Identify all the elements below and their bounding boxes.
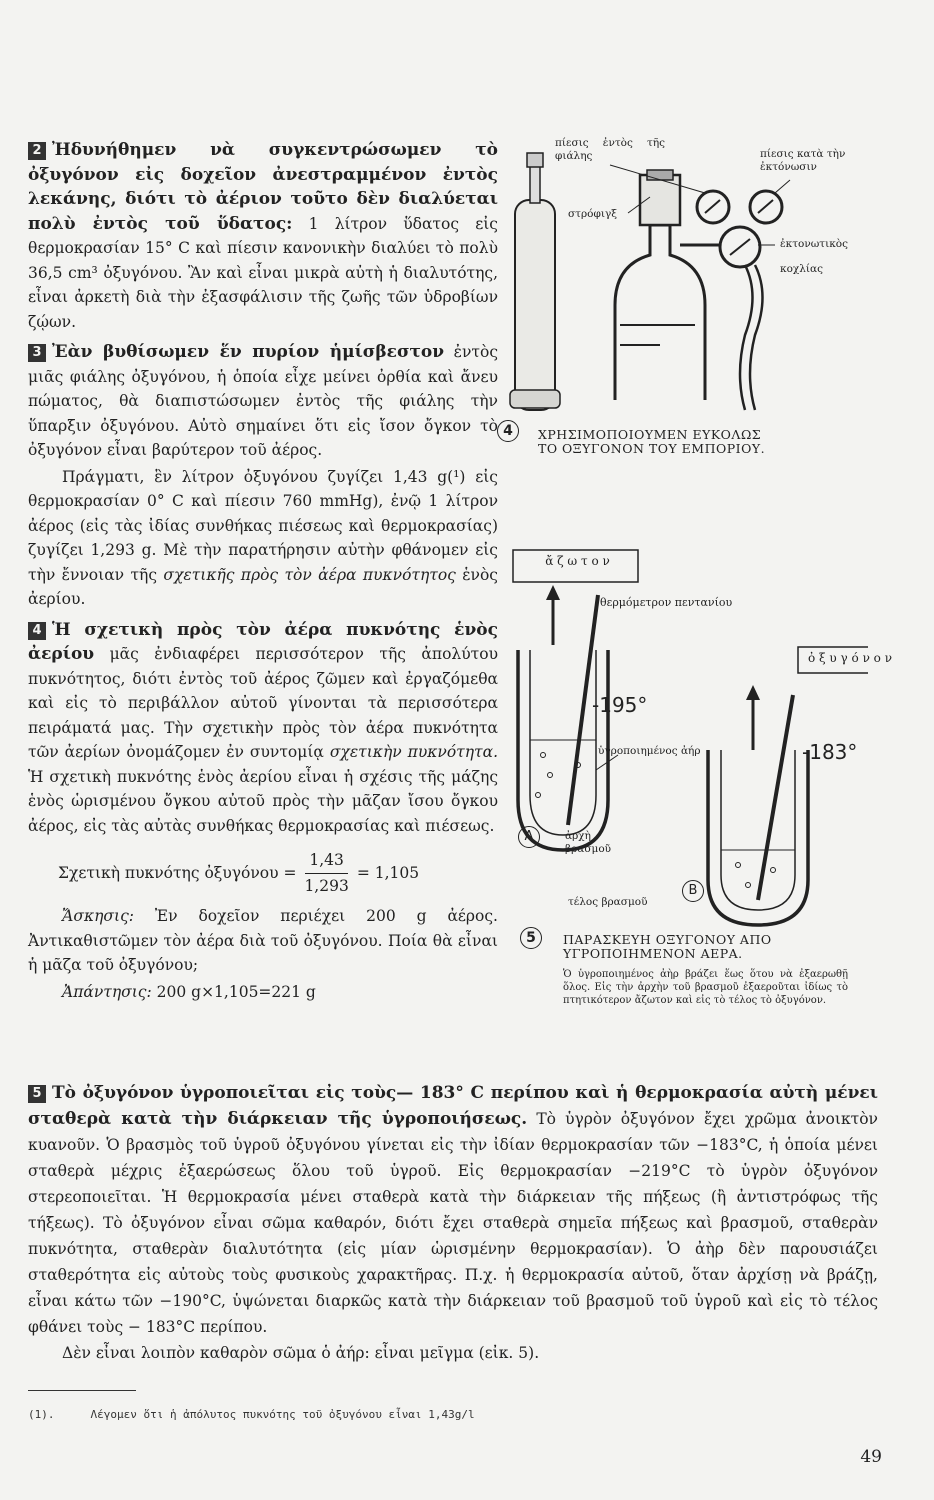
paragraph-4-heading: Ἡ σχετικὴ πρὸς τὸν ἀέρα πυκνότης ἑνὸς ἀερίου <box>28 619 498 664</box>
cylinder-neck <box>530 165 540 203</box>
flask-a <box>518 650 608 850</box>
oxygen-label: ὀ ξ υ γ ό ν ο ν <box>807 651 893 665</box>
paragraph-5-heading: Τὸ ὀξυγόνον ὑγροποιεῖται εἰς τοὺς— 183° C περίπου καὶ ἡ θερμοκρασία αὐτὴ μένει σταθερὰ κατὰ τὴν διάρκειαν τῆς ὑγροποιήσεως. <box>28 1083 878 1129</box>
paragraph-5-conclusion: Δὲν εἶναι λοιπὸν καθαρὸν σῶμα ὁ ἀήρ: εἶναι μεῖγμα (εἰκ. 5). <box>62 1344 540 1362</box>
density-text-end: ἑνὸς ἀερίου. <box>28 565 498 608</box>
cylinder-detail <box>615 225 705 400</box>
figure-4-caption-line1: ΧΡΗΣΙΜΟΠΟΙΟΥΜΕΝ ΕΥΚΟΛΩΣ <box>538 427 762 442</box>
paragraph-5-body: Τὸ ὑγρὸν ὀξυγόνον ἔχει χρῶμα ἀνοικτὸν κυανοῦν. Ὁ βρασμὸς τοῦ ὑγροῦ ὀξυγόνου γίνεται εἰς τὴν ἰδίαν θερμοκρασίαν τῶν −183°C, ἡ ὁποία μένει σταθερὰ μέχρις ἐξαερώσεως ὅλου τοῦ ὑγροῦ. Εἰς θερμοκρασίαν −219°C τὸ ὑγρὸν ὀξυγόνον στερεοποιεῖται. Ἡ θερμοκρασία μένει σταθερὰ κατὰ τὴν διάρκειαν τῆς πήξεως (ἢ ἀντιστρόφως τῆς τήξεως). Τὸ ὀξυγόνον εἶναι σῶμα καθαρόν, διότι ἔχει σταθερὰ σημεῖα πήξεως καὶ βρασμοῦ, σταθερὰν πυκνότητα, σταθερὰν διαλυτότητα (εἰς μίαν ὡρισμένην θερμοκρασίαν). Ὁ ἀὴρ δὲν παρουσιάζει σταθερότητα εἰς αὐτοὺς τοὺς φυσικοὺς χαρακτῆρας. Π.χ. ἡ θερμοκρασία αὐτοῦ, ὅταν ἀρχίσῃ νὰ βράζῃ, εἶναι κάτω τῶν −190°C, ὑψώνεται διαρκῶς κατὰ τὴν διάρκειαν τοῦ βρασμοῦ τοῦ ὑγροῦ καὶ εἰς τὸ τέλος φθάνει τοὺς − 183°C περίπου. <box>28 1110 878 1336</box>
relative-density-name: σχετικὴν πυκνότητα. <box>329 743 498 761</box>
paragraph-2 <box>28 138 498 334</box>
answer-value: 200 g×1,105=221 g <box>156 982 316 1001</box>
figure-4-caption-line2: ΤΟ ΟΞΥΓΟΝΟΝ ΤΟΥ ΕΜΠΟΡΙΟΥ. <box>538 441 766 456</box>
exercise-label: Ἄσκησις: <box>62 907 134 925</box>
temperature-a: -195° <box>592 693 648 717</box>
figure-4-number: 4 <box>497 420 519 442</box>
figure-5-note: Ὁ ὑγροποιημένος ἀὴρ βράζει ἕως ὅτου νὰ ἐξαερωθῇ ὅλος. Εἰς τὴν ἀρχὴν τοῦ βρασμοῦ ἐξαεροῦται ἰδίως τὸ πτητικότερον ἄζωτον καὶ εἰς τὸ τέλος τὸ ὀξυγόνον. <box>563 969 848 1006</box>
paragraph-3-continued <box>28 465 498 612</box>
label-pressure-outlet: πίεσις κατὰ τὴν ἐκτόνωσιν <box>760 148 846 173</box>
paragraph-2-body: 1 λίτρον ὕδατος εἰς θερμοκρασίαν 15° C καὶ πίεσιν κανονικὴν διαλύει τὸ πολὺ 36,5 cm³ ὀξυγόνου. Ἂν καὶ εἶναι μικρὰ αὐτὴ ἡ διαλυτότης, εἶναι ἀρκετὴ διὰ τὴν ἐξασφάλισιν τῆς ζωῆς τῶν ὑδροβίων ζῴων. <box>28 214 498 331</box>
marker-b: B <box>682 880 704 902</box>
boil-end-label: τέλος βρασμοῦ <box>568 896 648 908</box>
page-number: 49 <box>860 1447 882 1467</box>
formula-label: Σχετικὴ πυκνότης ὀξυγόνου = <box>58 863 297 882</box>
label-regulator: ἐκτονωτικὸς κοχλίας <box>780 238 848 275</box>
marker-a: A <box>518 826 540 848</box>
nitrogen-label: ἄ ζ ω τ ο ν <box>545 554 610 568</box>
footnote-rule <box>28 1390 136 1391</box>
formula-numerator: 1,43 <box>305 848 348 874</box>
footnote-marker: (1). <box>28 1408 55 1421</box>
cylinder-base <box>510 390 560 408</box>
label-pressure-inside: πίεσις ἐντὸς τῆς φιάλης <box>555 137 665 162</box>
density-formula <box>58 848 498 898</box>
formula-denominator: 1,293 <box>304 876 349 895</box>
temperature-b: -183° <box>802 740 858 764</box>
paragraph-5 <box>28 1080 878 1366</box>
paragraph-3-heading: Ἐὰν βυθίσωμεν ἕν πυρίον ἡμίσβεστον <box>52 342 445 362</box>
figure-4-caption <box>538 428 765 456</box>
section-number-3: 3 <box>28 344 46 362</box>
label-valve: στρόφιγξ <box>568 208 617 220</box>
relative-density-term: σχετικῆς πρὸς τὸν ἀέρα πυκνότητος <box>163 565 456 584</box>
section-number-5: 5 <box>28 1085 46 1103</box>
cylinder-body <box>515 200 555 410</box>
paragraph-2-heading: Ἠδυνήθημεν νὰ συγκεντρώσωμεν τὸ ὀξυγόνον εἰς δοχεῖον ἀνεστραμμένον ἐντὸς λεκάνης, διότι τὸ ἀέριον τοῦτο δὲν διαλύεται πολὺ ἐντὸς τοῦ ὕδατος: <box>28 140 498 234</box>
cylinder-valve <box>527 153 543 167</box>
section-number-4: 4 <box>28 622 46 640</box>
liquid-air-label: ὑγροποιημένος ἀήρ <box>598 745 701 757</box>
footnote-text: Λέγομεν ὅτι ἡ ἀπόλυτος πυκνότης τοῦ ὀξυγόνου εἶναι 1,43g/l <box>90 1408 475 1421</box>
density-text: Πράγματι, ἓν λίτρον ὀξυγόνου ζυγίζει 1,43 g(¹) εἰς θερμοκρασίαν 0° C καὶ πίεσιν 760 mmHg), ἐνῷ 1 λίτρον ἀέρος (εἰς τὰς ἰδίας συνθήκας πιέσεως καὶ θερμοκρασίας) ζυγίζει 1,293 g. Μὲ τὴν παρατήρησιν αὐτὴν φθάνομεν εἰς τὴν ἔννοιαν τῆς <box>28 467 498 584</box>
paragraph-4 <box>28 618 498 839</box>
paragraph-3 <box>28 340 498 463</box>
left-text-column <box>28 138 498 1006</box>
exercise-text: Ἐν δοχεῖον περιέχει 200 g ἀέρος. Ἀντικαθιστῶμεν τὸν ἀέρα διὰ τοῦ ὀξυγόνου. Ποία θὰ εἶναι ἡ μᾶζα τοῦ ὀξυγόνου; <box>28 907 498 974</box>
formula-result: = 1,105 <box>356 863 420 882</box>
answer <box>28 980 498 1005</box>
formula-fraction <box>304 848 348 898</box>
footnote <box>28 1408 511 1421</box>
exercise <box>28 904 498 978</box>
thermometer-label: θερμόμετρον πεντανίου <box>600 596 733 609</box>
figure-5-caption-line2: ΥΓΡΟΠΟΙΗΜΕΝΟΝ ΑΕΡΑ. <box>563 946 743 961</box>
boil-start-label: ἀρχὴ βρασμοῦ <box>565 830 612 855</box>
figure-5-caption <box>563 933 772 961</box>
paragraph-4-definition: Ἡ σχετικὴ πυκνότης ἑνὸς ἀερίου εἶναι ἡ σχέσις τῆς μάζης ἑνὸς ὡρισμένου ὄγκου αὐτοῦ πρὸς τὴν μᾶζαν ἴσου ὄγκου ἀέρος, εἰς τὰς αὐτὰς συνθήκας θερμοκρασίας καὶ πιέσεως. <box>28 767 498 835</box>
paragraph-4-body: μᾶς ἐνδιαφέρει περισσότερον τῆς ἀπολύτου πυκνότητος, διότι ἐντὸς τοῦ ἀέρος ζῶμεν καὶ ἐργαζόμεθα καὶ εἰς τὸ περιβάλλον αὐτοῦ γίνονται τὰ περισσότερα πειράματά μας. Τὴν σχετικὴν πρὸς τὸν ἀέρα πυκνότητα τῶν ἀερίων ὀνομάζομεν ἐν συντομίᾳ <box>28 645 498 761</box>
answer-label: Ἀπάντησις: <box>62 982 152 1001</box>
figure-5-number: 5 <box>520 927 542 949</box>
figure-5-caption-line1: ΠΑΡΑΣΚΕΥΗ ΟΞΥΓΟΝΟΥ ΑΠΟ <box>563 932 772 947</box>
paragraph-3-body: ἐντὸς μιᾶς φιάλης ὀξυγόνου, ἡ ὁποία εἶχε μείνει ὀρθία καὶ ἄνευ πώματος, θὰ διαπιστώσωμεν ἐντὸς τῆς φιάλης τὴν ὕπαρξιν ὀξυγόνου. Αὐτὸ σημαίνει ὅτι εἰς ἴσον ὄγκον τὸ ὀξυγόνον εἶναι βαρύτερον τοῦ ἀέρος. <box>28 343 498 459</box>
section-number-2: 2 <box>28 142 46 160</box>
